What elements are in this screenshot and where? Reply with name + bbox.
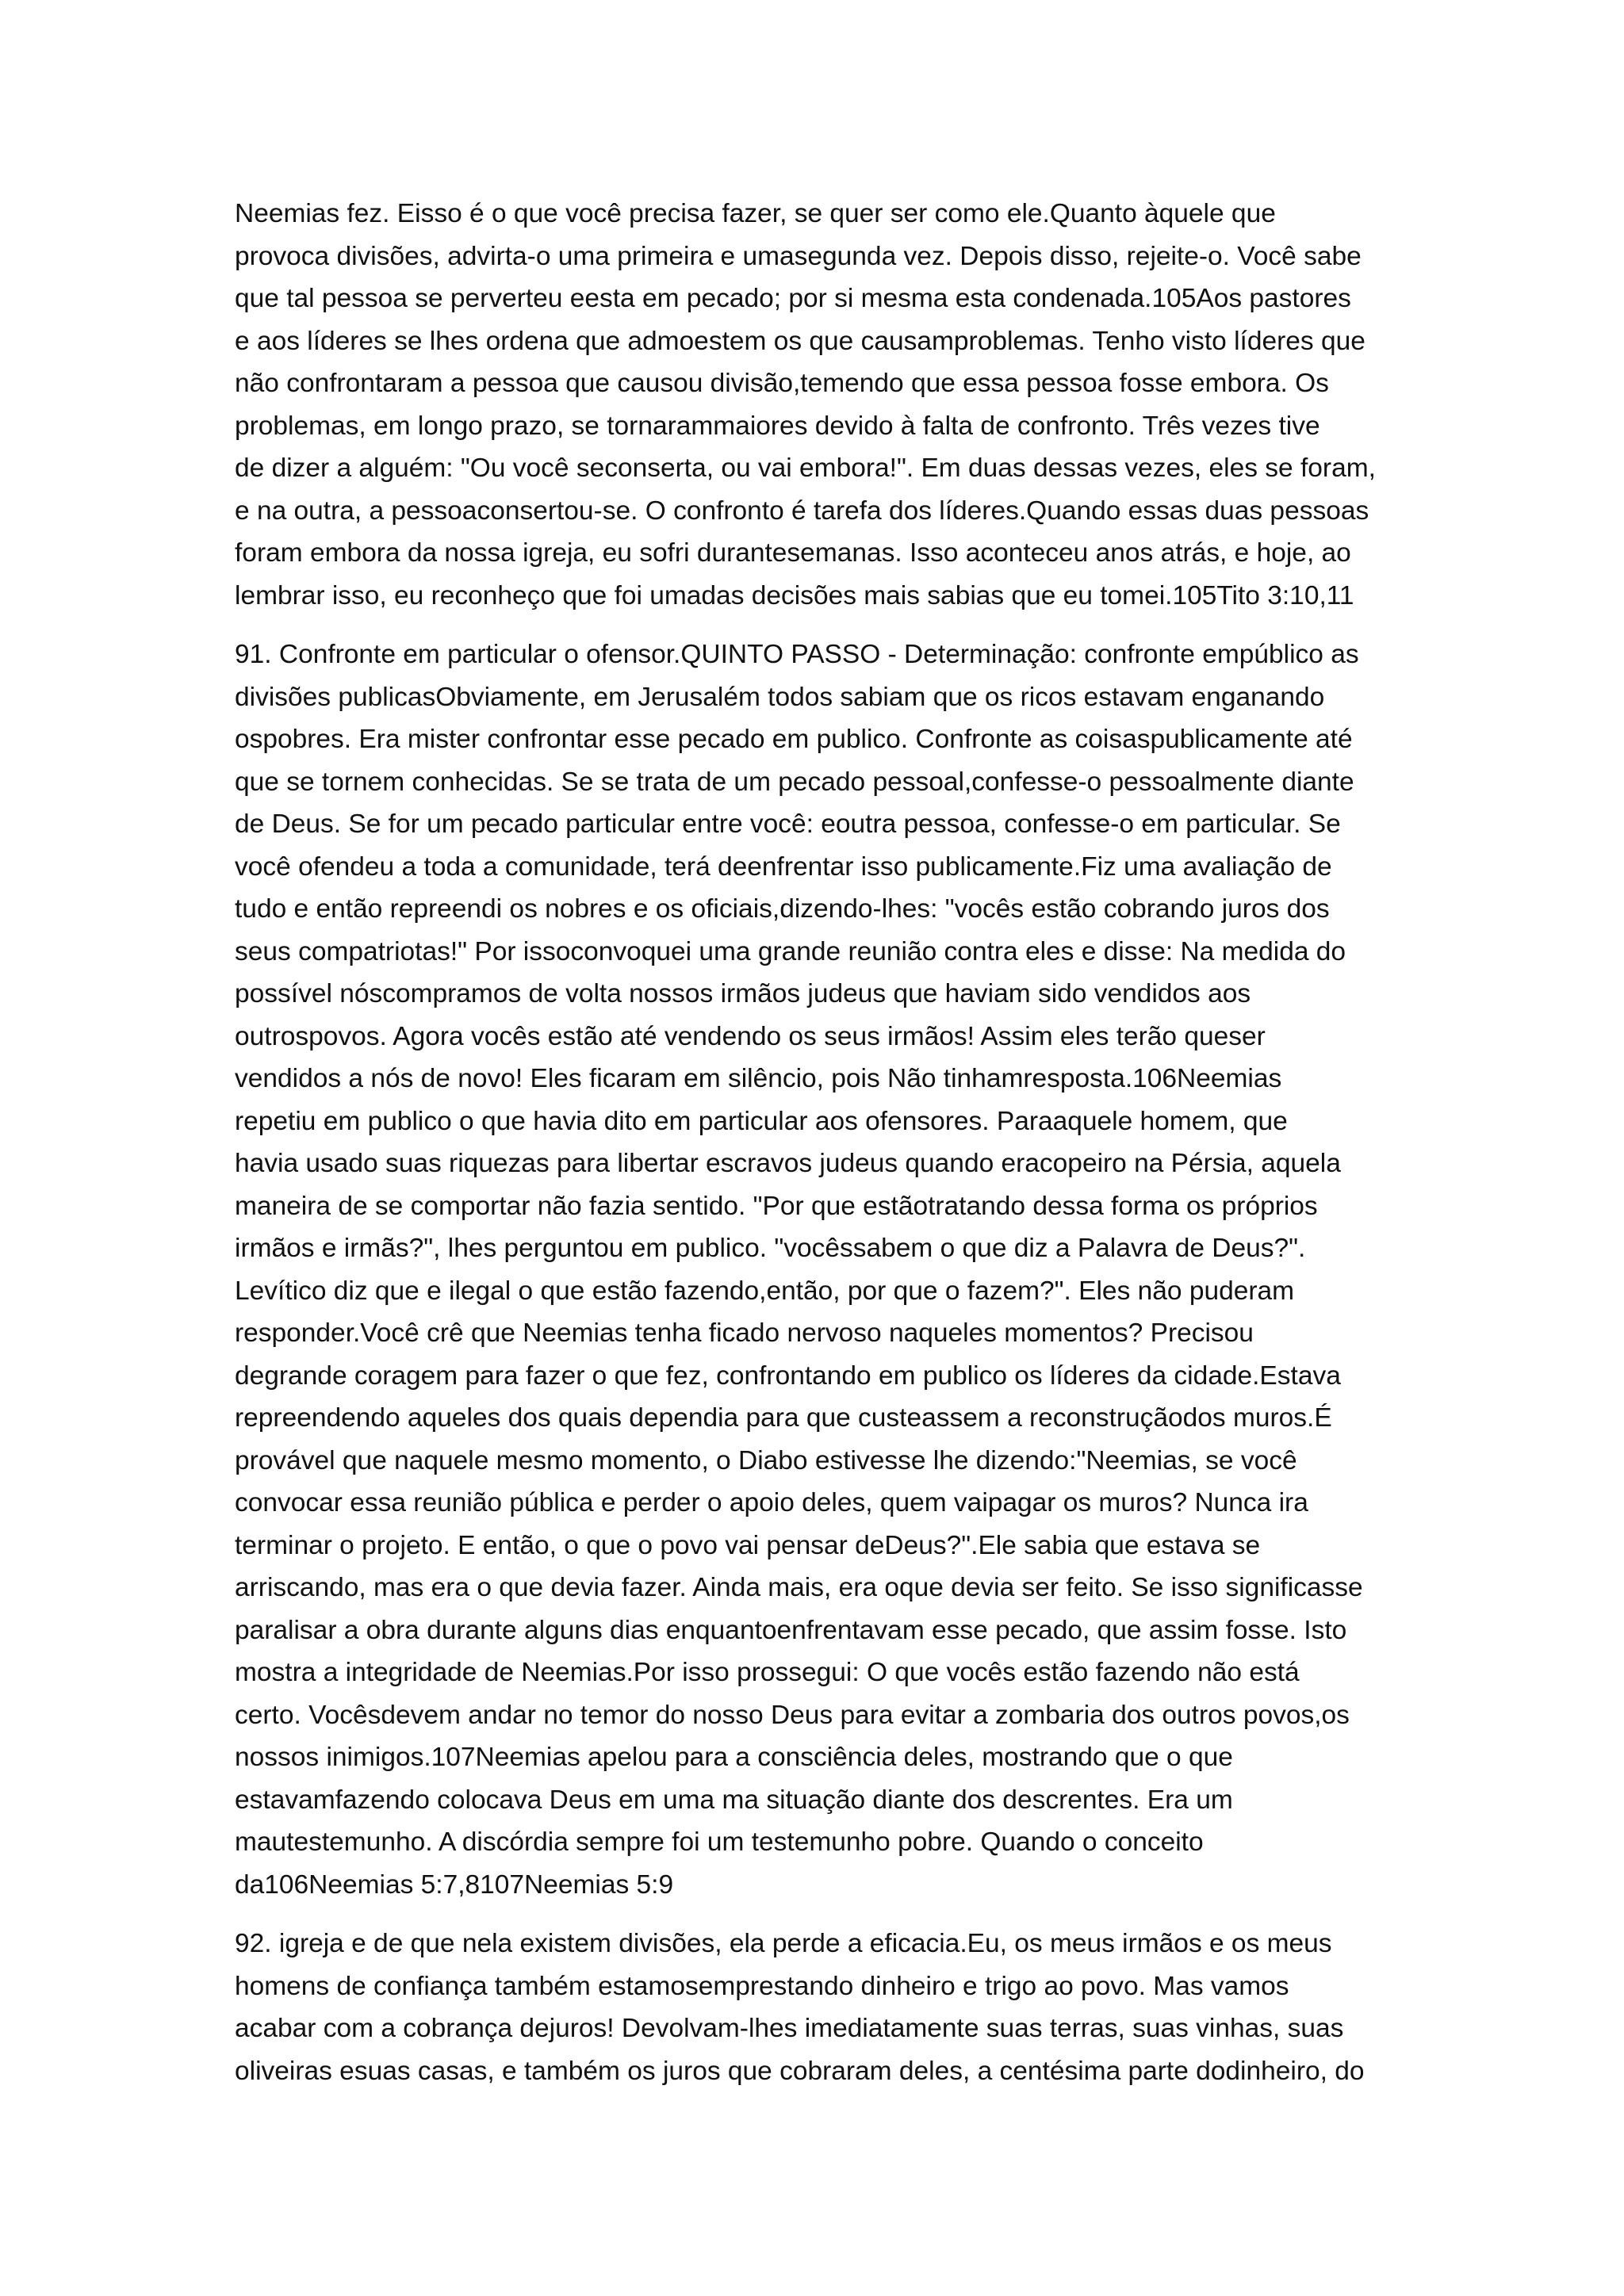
text-line: tudo e então repreendi os nobres e os oficiais,dizendo-lhes: "vocês estão cobrando juros dos [235,894,1330,924]
text-line: foram embora da nossa igreja, eu sofri durantesemanas. Isso aconteceu anos atrás, e hoje, ao [235,538,1351,568]
text-line: mautestemunho. A discórdia sempre foi um testemunho pobre. Quando o conceito [235,1827,1204,1857]
text-line: de dizer a alguém: "Ou você seconserta, ou vai embora!". Em duas dessas vezes, eles se foram, [235,453,1376,483]
text-line: 92. igreja e de que nela existem divisões, ela perde a eficacia.Eu, os meus irmãos e os meus [235,1929,1332,1958]
text-line: seus compatriotas!" Por issoconvoquei uma grande reunião contra eles e disse: Na medida do [235,936,1346,966]
text-line: e aos líderes se lhes ordena que admoestem os que causamproblemas. Tenho visto líderes que [235,326,1365,356]
text-line: e na outra, a pessoaconsertou-se. O confronto é tarefa dos líderes.Quando essas duas pessoas [235,496,1369,526]
text-line: lembrar isso, eu reconheço que foi umadas decisões mais sabias que eu tomei.105Tito 3:10,11 [235,580,1354,610]
text-line: irmãos e irmãs?", lhes perguntou em publico. "vocêssabem o que diz a Palavra de Deus?". [235,1234,1306,1263]
text-line: repreendendo aqueles dos quais dependia para que custeassem a reconstruçãodos muros.É [235,1403,1332,1433]
text-line: provável que naquele mesmo momento, o Diabo estivesse lhe dizendo:"Neemias, se você [235,1445,1297,1475]
text-line: 91. Confronte em particular o ofensor.QUINTO PASSO - Determinação: confronte empúblico as [235,640,1359,669]
text-line: você ofendeu a toda a comunidade, terá deenfrentar isso publicamente.Fiz uma avaliação de [235,851,1332,882]
text-line: terminar o projeto. E então, o que o povo vai pensar deDeus?".Ele sabia que estava se [235,1530,1261,1560]
text-line: da106Neemias 5:7,8107Neemias 5:9 [235,1869,674,1900]
text-line: responder.Você crê que Neemias tenha ficado nervoso naqueles momentos? Precisou [235,1318,1254,1348]
paragraph [235,1923,1408,2092]
text-line: não confrontaram a pessoa que causou divisão,temendo que essa pessoa fosse embora. Os [235,369,1329,398]
text-line: nossos inimigos.107Neemias apelou para a consciência deles, mostrando que o que [235,1743,1233,1772]
text-line: mostra a integridade de Neemias.Por isso prossegui: O que vocês estão fazendo não está [235,1658,1300,1687]
text-line: maneira de se comportar não fazia sentido. "Por que estãotratando dessa forma os próprios [235,1191,1318,1221]
text-line: homens de confiança também estamosemprestando dinheiro e trigo ao povo. Mas vamos [235,1971,1289,2001]
text-line: Levítico diz que e ilegal o que estão fazendo,então, por que o fazem?". Eles não puderam [235,1276,1295,1306]
text-line: problemas, em longo prazo, se tornarammaiores devido à falta de confronto. Três vezes tive [235,411,1320,441]
text-line: possível nóscompramos de volta nossos irmãos judeus que haviam sido vendidos aos [235,979,1251,1008]
text-line: paralisar a obra durante alguns dias enquantoenfrentavam esse pecado, que assim fosse. Isto [235,1615,1347,1645]
paragraph [235,193,1408,617]
paragraph [235,633,1408,1906]
document-body [235,193,1408,2109]
text-line: acabar com a cobrança dejuros! Devolvam-lhes imediatamente suas terras, suas vinhas, suas [235,2014,1344,2043]
text-line: vendidos a nós de novo! Eles ficaram em silêncio, pois Não tinhamresposta.106Neemias [235,1064,1282,1093]
text-line: provoca divisões, advirta-o uma primeira e umasegunda vez. Depois disso, rejeite-o. Você sabe [235,241,1362,271]
text-line: Neemias fez. Eisso é o que você precisa fazer, se quer ser como ele.Quanto àquele que [235,199,1276,228]
text-line: certo. Vocêsdevem andar no temor do nosso Deus para evitar a zombaria dos outros povos,os [235,1700,1350,1730]
text-line: divisões publicasObviamente, em Jerusalém todos sabiam que os ricos estavam enganando [235,682,1325,712]
text-line: repetiu em publico o que havia dito em particular aos ofensores. Paraaquele homem, que [235,1106,1288,1136]
text-line: arriscando, mas era o que devia fazer. Ainda mais, era oque devia ser feito. Se isso significasse [235,1573,1363,1602]
text-line: degrande coragem para fazer o que fez, confrontando em publico os líderes da cidade.Estava [235,1360,1341,1391]
text-line: havia usado suas riquezas para libertar escravos judeus quando eracopeiro na Pérsia, aquela [235,1149,1341,1178]
text-line: que se tornem conhecidas. Se se trata de um pecado pessoal,confesse-o pessoalmente diante [235,767,1354,797]
text-line: convocar essa reunião pública e perder o apoio deles, quem vaipagar os muros? Nunca ira [235,1488,1308,1517]
text-line: que tal pessoa se perverteu eesta em pecado; por si mesma esta condenada.105Aos pastores [235,284,1351,313]
text-line: ospobres. Era mister confrontar esse pecado em publico. Confronte as coisaspublicamente até [235,725,1353,754]
text-line: estavamfazendo colocava Deus em uma ma situação diante dos descrentes. Era um [235,1785,1233,1815]
text-line: oliveiras esuas casas, e também os juros que cobraram deles, a centésima parte dodinheiro, do [235,2056,1365,2086]
text-line: outrospovos. Agora vocês estão até vendendo os seus irmãos! Assim eles terão queser [235,1021,1266,1051]
text-line: de Deus. Se for um pecado particular entre você: eoutra pessoa, confesse-o em particular. Se [235,809,1341,839]
